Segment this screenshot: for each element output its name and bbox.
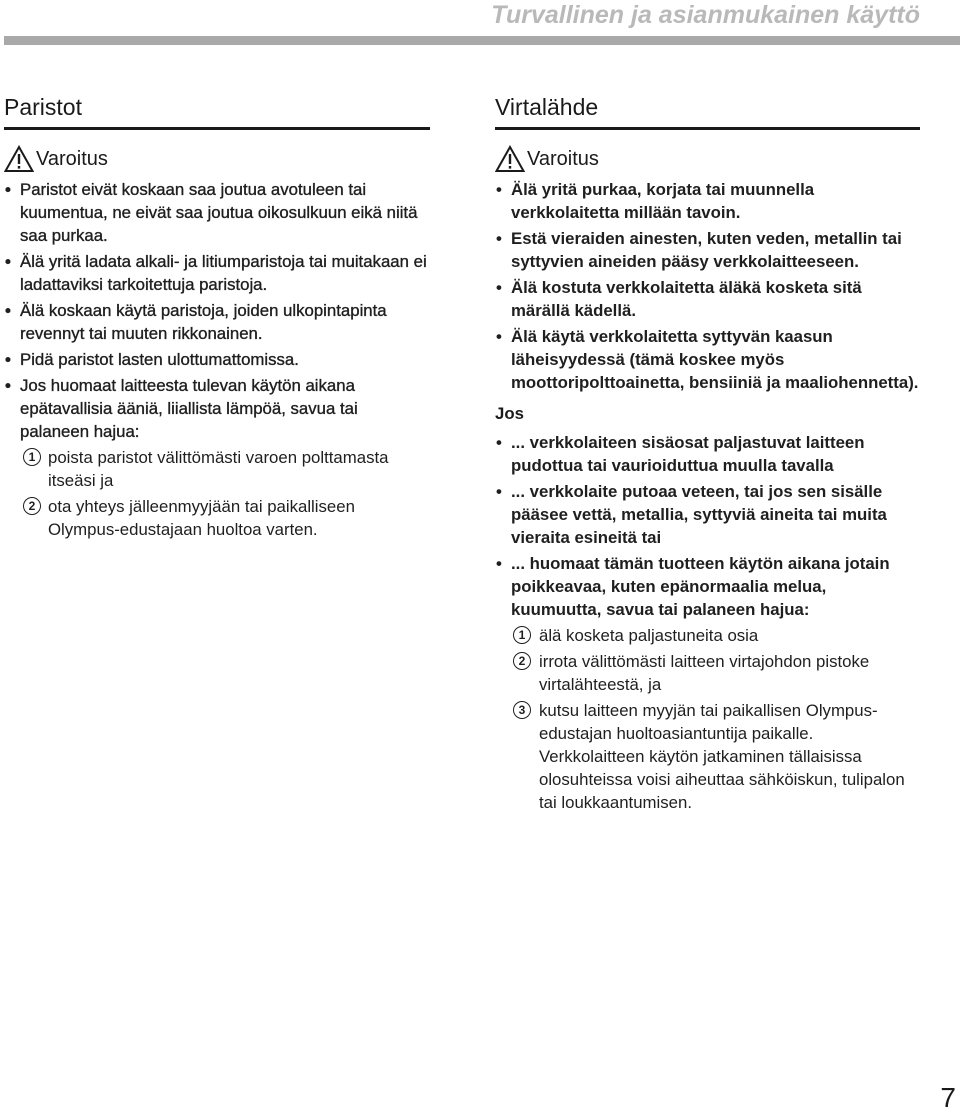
section-title-paristot: Paristot xyxy=(4,92,430,130)
circled-number: 3 xyxy=(513,701,531,719)
list-item: 1 älä kosketa paljastuneita osia xyxy=(495,624,920,647)
header-bar xyxy=(4,36,960,45)
list-item: • Älä kostuta verkkolaitetta äläkä kosketa sitä märällä kädellä. xyxy=(496,278,862,320)
list-item: 2 ota yhteys jälleenmyyjään tai paikalliseen Olympus-edustajaan huoltoa varten. xyxy=(4,495,430,541)
circled-number: 2 xyxy=(23,497,41,515)
list-item: • Älä yritä purkaa, korjata tai muunnella verkkolaitetta millään tavoin. xyxy=(496,180,815,222)
list-item: 1 poista paristot välittömästi varoen polttamasta itseäsi ja xyxy=(4,446,430,492)
list-item: 3 kutsu laitteen myyjän tai paikallisen Olympus-edustajan huoltoasiantuntija paikalle. Verkkolaitteen käytön jatkaminen tällaisissa olosuhteissa voisi aiheuttaa sähköiskun, tulipalon tai loukkaantumisen. xyxy=(495,699,920,814)
list-item: • Pidä paristot lasten ulottumattomissa. xyxy=(5,350,299,369)
section-virtalahde xyxy=(495,92,920,817)
page-header-title: Turvallinen ja asianmukainen käyttö xyxy=(491,1,920,29)
bullet-list xyxy=(4,178,430,443)
list-item: • ... verkkolaite putoaa veteen, tai jos sen sisälle pääsee vettä, metallia, syttyviä aineita tai muita vieraita esineitä tai xyxy=(496,482,887,547)
list-item: • Älä yritä ladata alkali- ja litiumparistoja tai muitakaan ei ladattaviksi tarkoitettuja paristoja. xyxy=(5,252,427,294)
warning-triangle-icon xyxy=(495,145,525,173)
bullet-list xyxy=(495,178,920,394)
circled-number: 2 xyxy=(513,652,531,670)
jos-bullet-list xyxy=(495,431,920,621)
list-item: • ... verkkolaiteen sisäosat paljastuvat laitteen pudottua tai vaurioiduttua muulla tavalla xyxy=(496,433,865,475)
page-number: 7 xyxy=(940,1082,956,1113)
warning-heading xyxy=(4,144,430,174)
warning-label: Varoitus xyxy=(36,147,108,170)
list-item: • Jos huomaat laitteesta tulevan käytön aikana epätavallisia ääniä, liiallista lämpöä, savua tai palaneen hajua: xyxy=(5,376,358,441)
section-paristot xyxy=(4,92,430,544)
numbered-steps xyxy=(495,624,920,814)
jos-label: Jos xyxy=(495,404,524,423)
list-item: • Paristot eivät koskaan saa joutua avotuleen tai kuumentua, ne eivät saa joutua oikosulkuun eikä niitä saa purkaa. xyxy=(5,180,418,245)
warning-triangle-icon xyxy=(4,145,34,173)
circled-number: 1 xyxy=(513,626,531,644)
section-title-virtalahde: Virtalähde xyxy=(495,92,920,130)
list-item: • ... huomaat tämän tuotteen käytön aikana jotain poikkeavaa, kuten epänormaalia melua, kuumuutta, savua tai palaneen hajua: xyxy=(496,554,890,619)
warning-heading xyxy=(495,144,920,174)
list-item: 2 irrota välittömästi laitteen virtajohdon pistoke virtalähteestä, ja xyxy=(495,650,920,696)
warning-label: Varoitus xyxy=(527,147,599,170)
list-item: • Estä vieraiden ainesten, kuten veden, metallin tai syttyvien aineiden pääsy verkkolaitteeseen. xyxy=(496,229,902,271)
list-item: • Älä koskaan käytä paristoja, joiden ulkopintapinta revennyt tai muuten rikkonainen. xyxy=(5,301,387,343)
circled-number: 1 xyxy=(23,448,41,466)
list-item: • Älä käytä verkkolaitetta syttyvän kaasun läheisyydessä (tämä koskee myös moottoripolttoainetta, bensiiniä ja maaliohennetta). xyxy=(496,327,919,392)
numbered-steps xyxy=(4,446,430,541)
